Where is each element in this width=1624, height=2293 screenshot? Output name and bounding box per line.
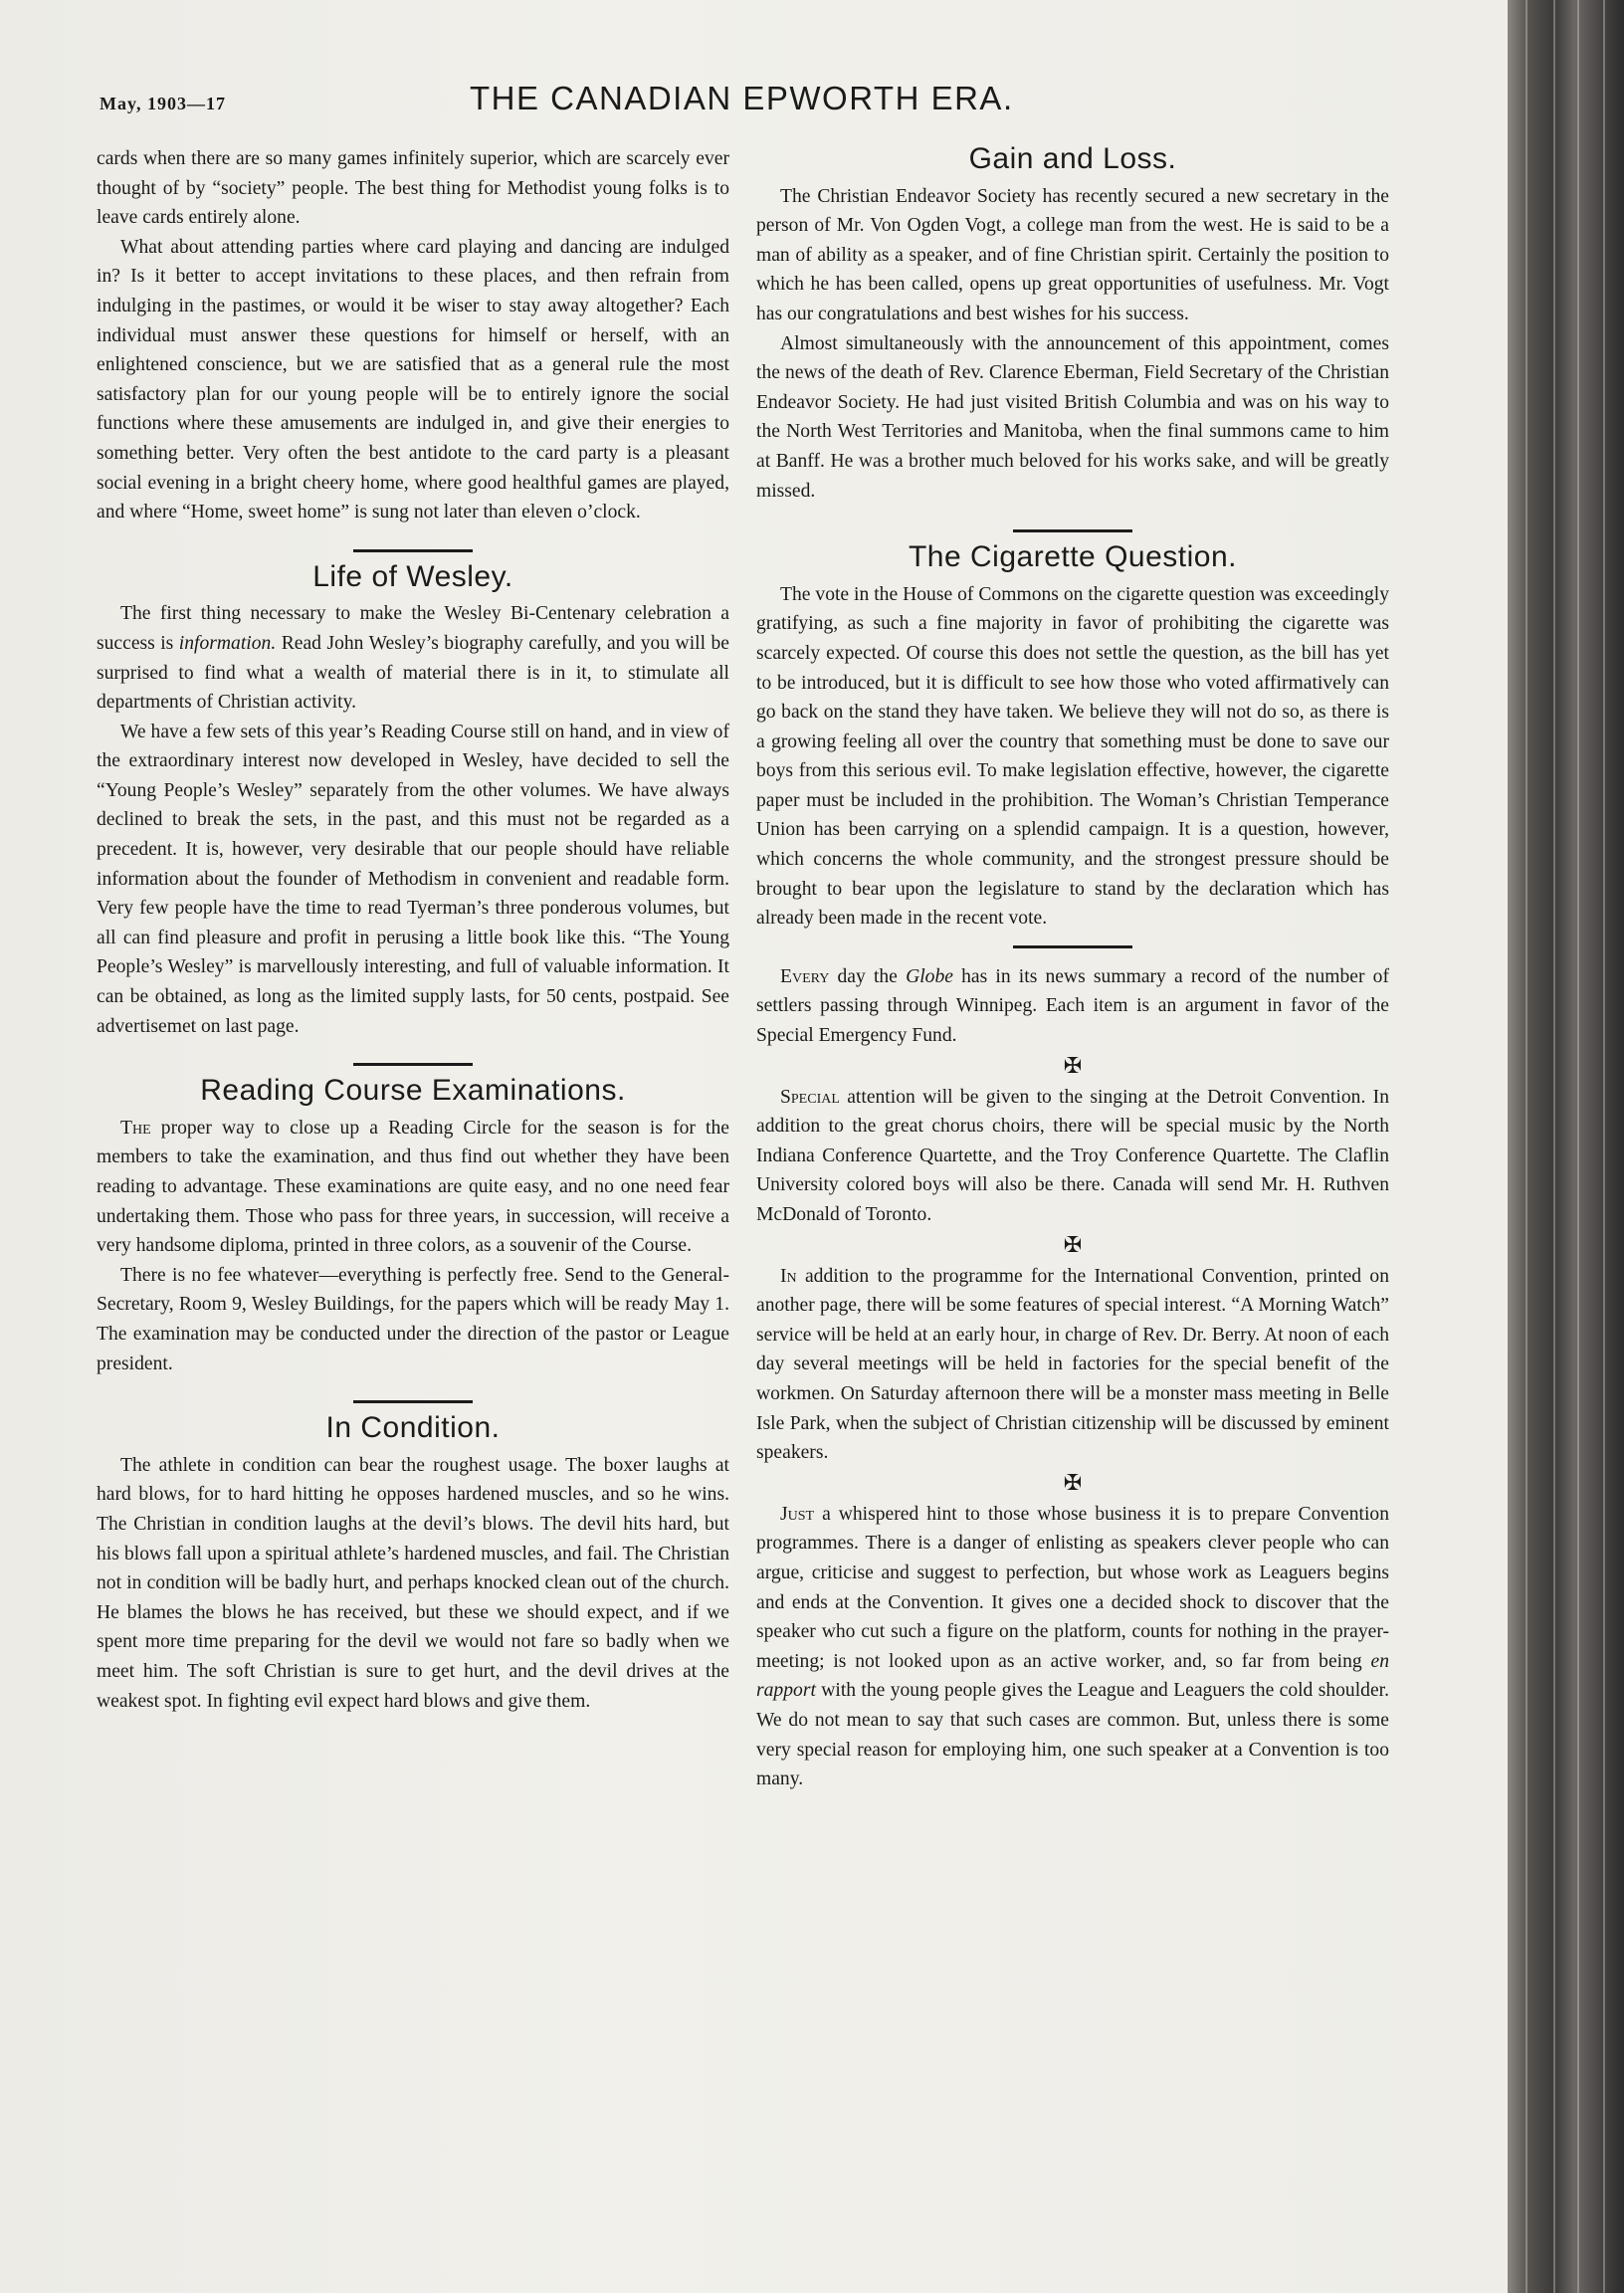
issue-date: May, 1903—17	[100, 94, 226, 113]
globe-paragraph: Every day the Globe has in its news summary a record of the number of settlers passing through Winnipeg. Each item is an argument in favor of the Special Emergency Fund.	[756, 965, 1389, 1047]
section-rule	[1013, 945, 1132, 948]
gain-paragraph-1: The Christian Endeavor Society has recently secured a new secretary in the person of Mr. Von Ogden Vogt, a college man from the west. He is said to be a man of ability as a speaker, and of fine Christian spirit. Certainly the position to which he has been called, opens up great opportunities of usefulness. Mr. Vogt has our congratulations and best wishes for his success.	[756, 185, 1389, 324]
reading-paragraph-2: There is no fee whatever—everything is perfectly free. Send to the General-Secretary, Room 9, Wesley Buildings, for the papers which will be ready May 1. The examination may be conducted under the direction of the pastor or League president.	[97, 1264, 729, 1374]
gain-paragraph-2: Almost simultaneously with the announcement of this appointment, comes the news of the death of Rev. Clarence Eberman, Field Secretary of the Christian Endeavor Society. He had just visited British Columbia and was on his way to the North West Territories and Manitoba, when the final summons came to him at Banff. He was a brother much beloved for his works sake, and will be greatly missed.	[756, 332, 1389, 502]
addition-paragraph: In addition to the programme for the International Convention, printed on another page, there will be some features of special interest. “A Morning Watch” service will be held at an early hour, in charge of Rev. Dr. Berry. At noon of each day several meetings will be held in factories for the special benefit of the workmen. On Saturday afternoon there will be a monster mass meeting in Belle Isle Park, when the subject of Christian citizenship will be discussed by eminent speakers.	[756, 1265, 1390, 1464]
cigarette-heading: The Cigarette Question.	[908, 540, 1237, 574]
condition-paragraph: The athlete in condition can bear the roughest usage. The boxer laughs at hard blows, for to hard hitting he opposes hardened muscles, and so he wins. The Christian in condition laughs at the devil’s blows. The devil hits hard, but his blows fall upon a spiritual athlete’s hardened muscles, and fail. The Christian not in condition will be badly hurt, and perhaps knocked clean out of the church. He blames the blows he has received, but these we should expect, and if we spent more time preparing for the devil we would not fare so badly when we meet him. The soft Christian is sure to get hurt, and the devil drives at the weakest spot. In fighting evil expect hard blows and give them.	[97, 1454, 729, 1712]
section-rule	[353, 549, 473, 552]
wesley-paragraph-2: We have a few sets of this year’s Reading Course still on hand, and in view of the extraordinary interest now developed in Wesley, have decided to sell the “Young People’s Wesley” separately from the other volumes. We have always declined to break the sets, in the past, and this must not be regarded as a precedent. It is, however, very desirable that our people should have reliable information about the founder of Methodism in convenient and readable form. Very few people have the time to read Tyerman’s three ponderous volumes, but all can find pleasure and profit in perusing a little book like this. “The Young People’s Wesley” is marvellously interesting, and full of valuable information. It can be obtained, as long as the limited supply lasts, for 50 cents, postpaid. See advertisemet on last page.	[97, 721, 729, 1037]
section-rule	[353, 1400, 473, 1403]
reading-course-heading: Reading Course Examinations.	[200, 1074, 626, 1108]
continued-paragraph: cards when there are so many games infinitely superior, which are scarcely ever thought of by “society” people. The best thing for Methodist young folks is to leave cards entirely alone.	[97, 148, 729, 229]
section-rule	[353, 1063, 473, 1066]
cards-paragraph: What about attending parties where card playing and dancing are indulged in? Is it better to accept invitations to these places, and then refrain from indulging in the pastimes, or would it be wiser to stay away altogether? Each individual must answer these questions for himself or herself, with an enlightened conscience, but we are satisfied that as a general rule the most satisfactory plan for our young people will be to entirely ignore the social functions where these amusements are indulged in, and give their energies to something better. Very often the best antidote to the card party is a pleasant social evening in a bright cheery home, where good healthful games are played, and where “Home, sweet home” is sung not later than eleven o’clock.	[97, 236, 729, 523]
page-header	[100, 80, 1403, 129]
wesley-paragraph-1: The first thing necessary to make the Wesley Bi-Centenary celebration a success is information. Read John Wesley’s biography carefully, and you will be surprised to find what a wealth of material there is in it, to stimulate all departments of Christian activity.	[97, 603, 730, 714]
just-paragraph: Just a whispered hint to those whose business it is to prepare Convention programmes. There is a danger of enlisting as speakers clever people who can argue, criticise and suggest to perfection, but whose work as Leaguers begins and ends at the Convention. It gives one a decided shock to discover that the speaker who cut such a figure on the platform, counts for nothing in the prayer-meeting; is not looked upon as an active worker, and, so far from being en rapport with the young people gives the League and Leaguers the cold shoulder. We do not mean to say that such cases are common. But, unless there is some very special reason for employing him, one such speaker at a Convention is too many.	[756, 1503, 1389, 1790]
gain-loss-heading: Gain and Loss.	[968, 142, 1177, 175]
cross-ornament-icon: ✠	[1063, 1052, 1083, 1078]
masthead-title: THE CANADIAN EPWORTH ERA.	[470, 80, 1014, 116]
wesley-heading: Life of Wesley.	[312, 559, 513, 593]
cross-ornament-icon: ✠	[1063, 1231, 1083, 1257]
cigarette-paragraph: The vote in the House of Commons on the cigarette question was exceedingly gratifying, as such a fine majority in favor of prohibiting the cigarette was scarcely expected. Of course this does not settle the question, as the bill has yet to be introduced, but it is difficult to see how those who voted affirmatively can go back on the stand they have taken. We believe they will not do so, as there is a growing feeling all over the country that something must be done to save our boys from this serious evil. To make legislation effective, however, the cigarette paper must be included in the prohibition. The Woman’s Christian Temperance Union has been carrying on a splendid campaign. It is a question, however, which concerns the whole community, and the strongest pressure should be brought to bear upon the legislature to stand by the declaration which has already been made in the recent vote.	[756, 583, 1389, 930]
book-spine	[1508, 0, 1624, 2293]
left-column	[97, 144, 729, 1716]
special-paragraph: Special attention will be given to the singing at the Detroit Convention. In addition to the great chorus choirs, there will be special music by the North Indiana Conference Quartette, and the Troy Conference Quartette. The Claflin University colored boys will also be there. Canada will send Mr. H. Ruthven McDonald of Toronto.	[756, 1086, 1389, 1225]
reading-paragraph-1: The proper way to close up a Reading Circle for the season is for the members to take the examination, and thus find out whether they have been reading to advantage. These examinations are quite easy, and no one need fear undertaking them. Those who pass for three years, in succession, will receive a very handsome diploma, printed in three colors, as a souvenir of the Course.	[97, 1117, 729, 1257]
section-rule	[1013, 529, 1132, 532]
in-condition-heading: In Condition.	[325, 1411, 501, 1445]
cross-ornament-icon: ✠	[1063, 1469, 1083, 1495]
right-column	[756, 144, 1389, 1794]
